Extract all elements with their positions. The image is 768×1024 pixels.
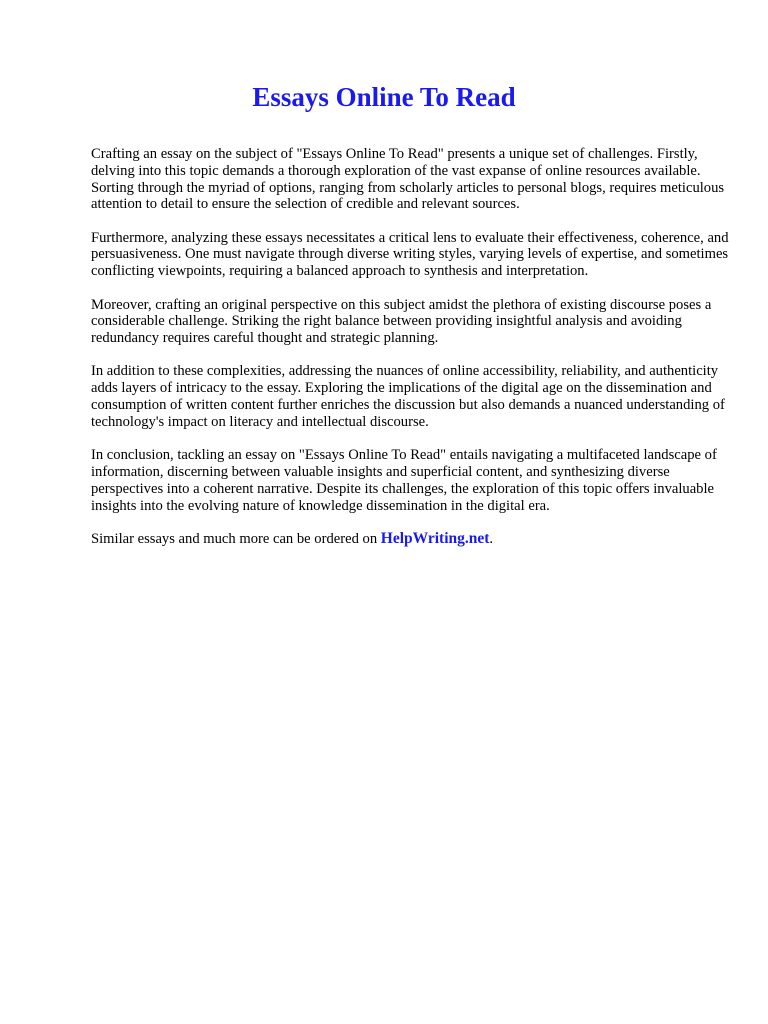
paragraph-1: Crafting an essay on the subject of "Essays Online To Read" presents a unique set of challenges. Firstly, delving into this topic demands a thorough exploration of the vast expanse of online resources available. Sorting through the myriad of options, ranging from scholarly articles to personal blogs, requires meticulous attention to detail to ensure the selection of credible and relevant sources. [91,146,725,213]
paragraph-4: In addition to these complexities, addressing the nuances of online accessibility, reliability, and authenticity adds layers of intricacy to the essay. Exploring the implications of the digital age on the dissemination and consumption of written content further enriches the discussion but also demands a nuanced understanding of technology's impact on literacy and intellectual discourse. [91,363,725,430]
document-body [91,146,731,548]
footer-suffix: . [489,530,494,547]
paragraph-2: Furthermore, analyzing these essays necessitates a critical lens to evaluate their effectiveness, coherence, and persuasiveness. One must navigate through diverse writing styles, varying levels of expertise, and sometimes conflicting viewpoints, requiring a balanced approach to synthesis and interpretation. [91,229,729,280]
footer-line [91,531,731,548]
paragraph-5: In conclusion, tackling an essay on "Essays Online To Read" entails navigating a multifaceted landscape of information, discerning between valuable insights and superficial content, and synthesizing diverse perspectives into a coherent narrative. Despite its challenges, the exploration of this topic offers invaluable insights into the evolving nature of knowledge dissemination in the digital era. [91,447,717,514]
footer-prefix: Similar essays and much more can be ordered on [91,530,381,547]
paragraph-3: Moreover, crafting an original perspective on this subject amidst the plethora of existing discourse poses a considerable challenge. Striking the right balance between providing insightful analysis and avoiding redundancy requires careful thought and strategic planning. [91,296,712,347]
document-title: Essays Online To Read [252,82,516,112]
helpwriting-link[interactable]: HelpWriting.net [380,529,490,547]
